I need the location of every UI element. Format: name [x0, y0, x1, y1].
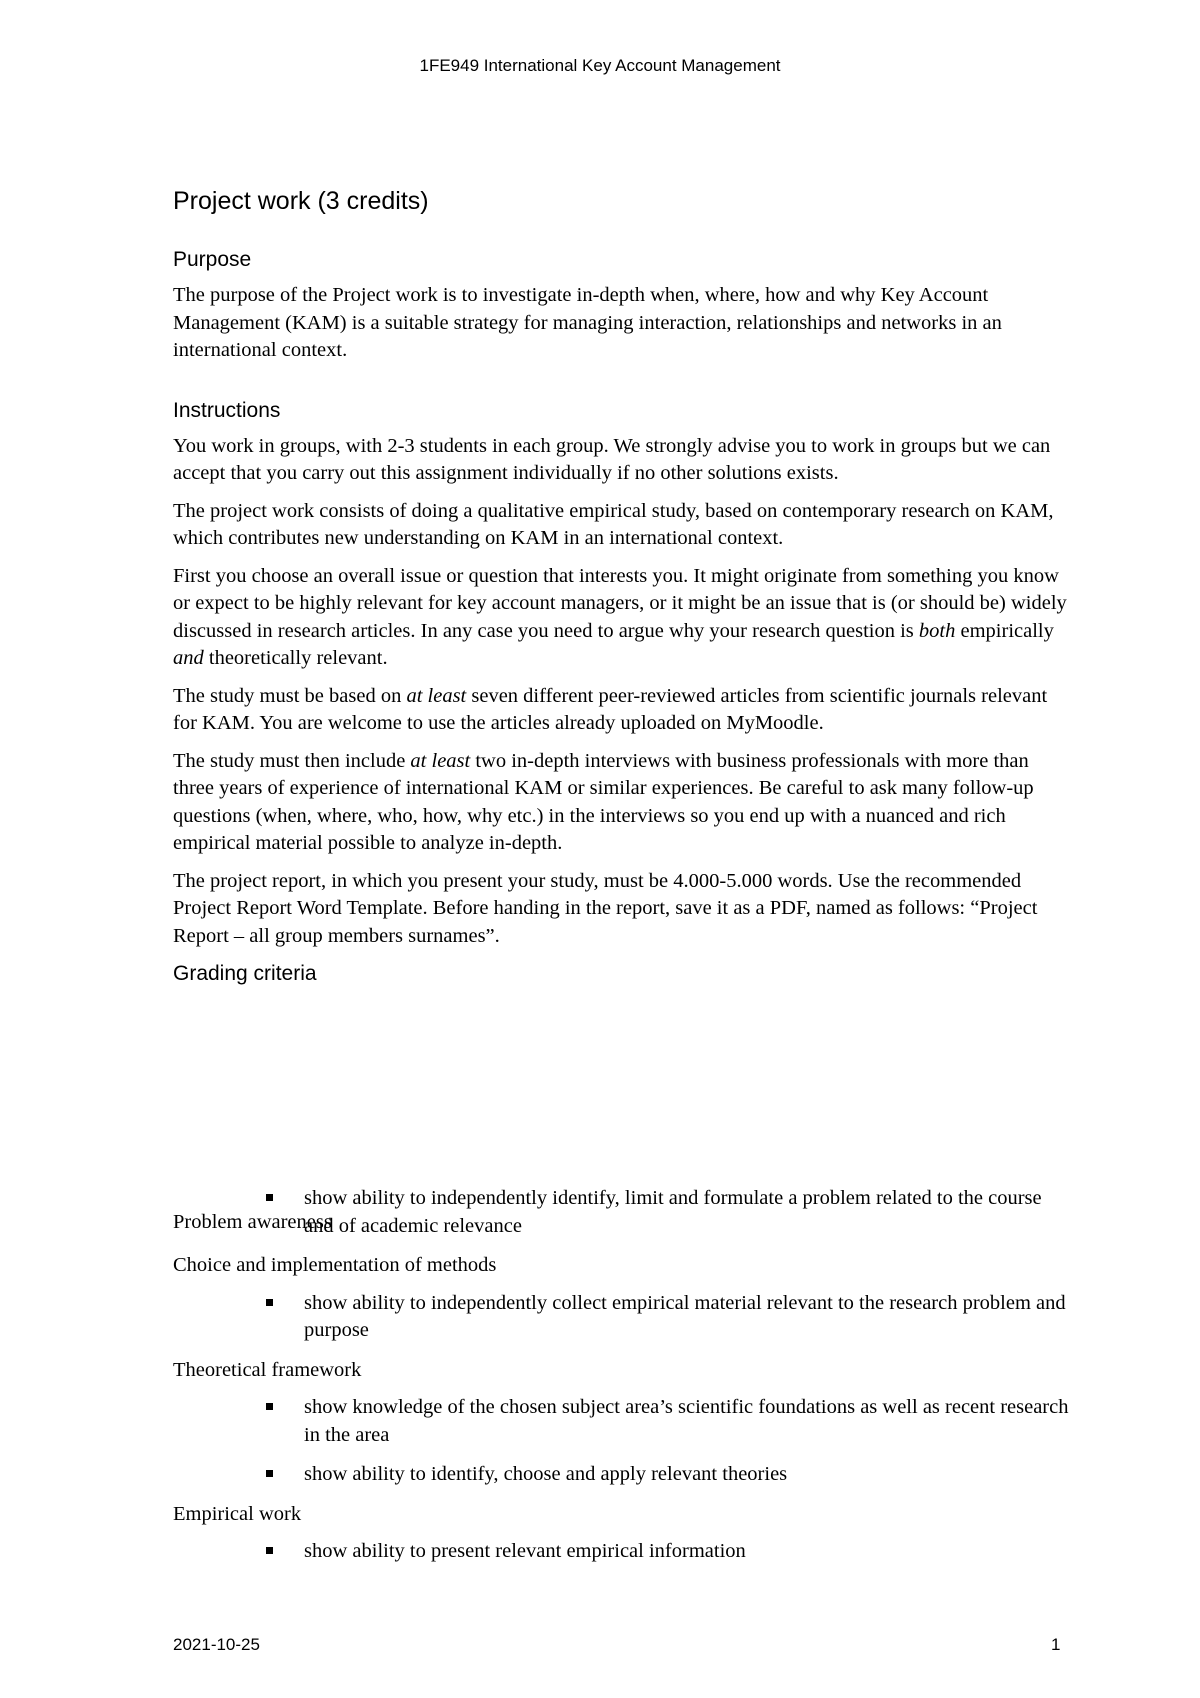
grading-heading: Grading criteria: [173, 962, 317, 985]
emphasis: both: [918, 619, 956, 642]
page-number: 1: [1051, 1635, 1061, 1654]
text-span: First you choose an overall issue or question that interests you. It might originate from something you know or expect to be highly relevant for key account managers, or it might be an issue that is (or should be) widely discussed in research articles. In any case you need to argue why your research question is: [173, 564, 1067, 642]
square-bullet-icon: [266, 1470, 273, 1477]
criterion-label: Empirical work: [173, 1502, 302, 1525]
text-span: theoretically relevant.: [203, 647, 388, 669]
list-item: show ability to identify, choose and apply relevant theories: [173, 1461, 1073, 1489]
list-item: show ability to independently collect empirical material relevant to the research problem and purpose: [173, 1290, 1073, 1345]
square-bullet-icon: [266, 1403, 273, 1410]
instructions-paragraph-2: The project work consists of doing a qualitative empirical study, based on contemporary research on KAM, which contributes new understanding on KAM in an international context.: [173, 499, 1054, 549]
criterion-label: Theoretical framework: [173, 1358, 362, 1381]
instructions-paragraph-6: The project report, in which you present your study, must be 4.000-5.000 words. Use the recommended Project Report Word Template. Before handing in the report, save it as a PDF, named as follows: “Project Report – all group members surnames”.: [173, 869, 1038, 947]
criterion-problem-awareness: [173, 1185, 1073, 1240]
instructions-heading: Instructions: [173, 398, 281, 422]
text-span: empirically: [955, 619, 1054, 642]
list-item: show ability to independently identify, limit and formulate a problem related to the course and of academic relevance: [173, 1185, 1073, 1240]
text-span: The study must be based on: [173, 684, 407, 707]
emphasis: at least: [410, 749, 471, 772]
purpose-heading: Purpose: [173, 248, 252, 271]
square-bullet-icon: [266, 1299, 273, 1306]
list-item: show knowledge of the chosen subject area’s scientific foundations as well as recent research in the area: [173, 1394, 1073, 1449]
footer-date: 2021-10-25: [173, 1635, 260, 1654]
criterion-label: Choice and implementation of methods: [173, 1254, 497, 1276]
square-bullet-icon: [266, 1194, 273, 1201]
text-span: seven different peer-reviewed articles from scientific journals relevant for KAM. You are welcome to use the articles already uploaded on MyMoodle.: [173, 684, 1048, 734]
criterion-label: Problem awareness: [173, 1211, 332, 1233]
page-title: Project work (3 credits): [173, 187, 429, 215]
square-bullet-icon: [266, 1547, 273, 1554]
text-span: two in-depth interviews with business professionals with more than three years of experience of international KAM or similar experiences. Be careful to ask many follow-up questions (when, where, who, how, why etc.) in the interviews so you end up with a nuanced and rich empirical material possible to analyze in-depth.: [173, 749, 1034, 854]
document-body: [173, 184, 1073, 996]
instructions-paragraph-3: [173, 563, 1073, 673]
instructions-paragraph-1: You work in groups, with 2-3 students in each group. We strongly advise you to work in groups but we can accept that you carry out this assignment individually if no other solutions exists.: [173, 434, 1051, 484]
running-header: 1FE949 International Key Account Management: [419, 56, 781, 75]
grading-criteria: [173, 1185, 1073, 1578]
instructions-paragraph-4: [173, 683, 1073, 738]
text-span: The study must then include: [173, 749, 411, 772]
purpose-text: The purpose of the Project work is to investigate in-depth when, where, how and why Key Account Management (KAM) is a suitable strategy for managing interaction, relationships and networks in an international context.: [173, 284, 1002, 361]
instructions-paragraph-5: [173, 748, 1073, 858]
emphasis: and: [173, 647, 204, 669]
list-item: show ability to present relevant empirical information: [173, 1538, 1073, 1566]
emphasis: at least: [406, 684, 467, 707]
